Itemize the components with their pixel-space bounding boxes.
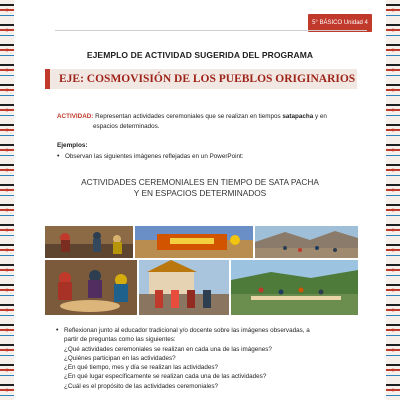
reflection-intro-line-2: partir de preguntas como las siguientes: xyxy=(64,336,176,344)
question-item: ¿Cuál es el propósito de las actividades ceremoniales? xyxy=(64,382,219,390)
reflection-section xyxy=(56,326,356,391)
bullet-icon: • xyxy=(56,327,59,334)
document-title: EJEMPLO DE ACTIVIDAD SUGERIDA DEL PROGRAMA xyxy=(86,50,314,60)
reflection-intro-line-1: Reflexionan junto al educador tradicional y/o docente sobre las imágenes observadas, a xyxy=(64,327,310,334)
question-item: ¿Quiénes participan en las actividades? xyxy=(64,354,176,362)
question-item: ¿Qué actividades ceremoniales se realizan en cada una de las imágenes? xyxy=(64,345,272,353)
bullet-observe-text: Observan las siguientes imágenes reflejadas en un PowerPoint: xyxy=(65,153,244,160)
photo-field-ceremony xyxy=(231,260,358,315)
activity-paragraph xyxy=(57,112,353,131)
activity-text-1: Representan actividades ceremoniales que se realizan en tiempos xyxy=(95,113,281,120)
activity-label: ACTIVIDAD: xyxy=(57,113,94,120)
header-divider xyxy=(55,30,367,31)
photo-highland-gathering xyxy=(255,226,358,258)
decorative-border-right xyxy=(386,0,400,400)
photo-harvest-circle xyxy=(45,260,137,315)
eje-title: EJE: COSMOVISIÓN DE LOS PUEBLOS ORIGINARIOS xyxy=(59,73,356,85)
reflection-intro xyxy=(64,326,356,345)
question-item: ¿En qué tiempo, mes y día se realizan las actividades? xyxy=(64,364,219,372)
grade-unit-tab: 5° BÁSICO Unidad 4 xyxy=(308,14,372,32)
activity-text-3: espacios determinados. xyxy=(93,122,160,130)
slide-title-line-2: Y EN ESPACIOS DETERMINADOS xyxy=(133,187,267,198)
question-item: ¿En qué lugar específicamente se realizan cada una de las actividades? xyxy=(64,373,267,381)
bullet-observe xyxy=(57,152,244,161)
eje-banner xyxy=(45,69,357,89)
photo-offering-ceremony xyxy=(135,226,253,258)
photo-community-procession xyxy=(139,260,229,315)
activity-bold-term: satapacha xyxy=(282,113,314,120)
examples-label: Ejemplos: xyxy=(57,142,88,149)
activity-text-2: y en xyxy=(314,113,327,120)
slide-title xyxy=(14,177,386,198)
slide-title-line-1: ACTIVIDADES CEREMONIALES EN TIEMPO DE SATA PACHA xyxy=(81,177,319,187)
photo-planting-ceremony xyxy=(45,226,133,258)
decorative-border-left xyxy=(0,0,14,400)
bullet-icon: • xyxy=(57,153,60,160)
ceremony-photo-collage xyxy=(45,226,358,315)
